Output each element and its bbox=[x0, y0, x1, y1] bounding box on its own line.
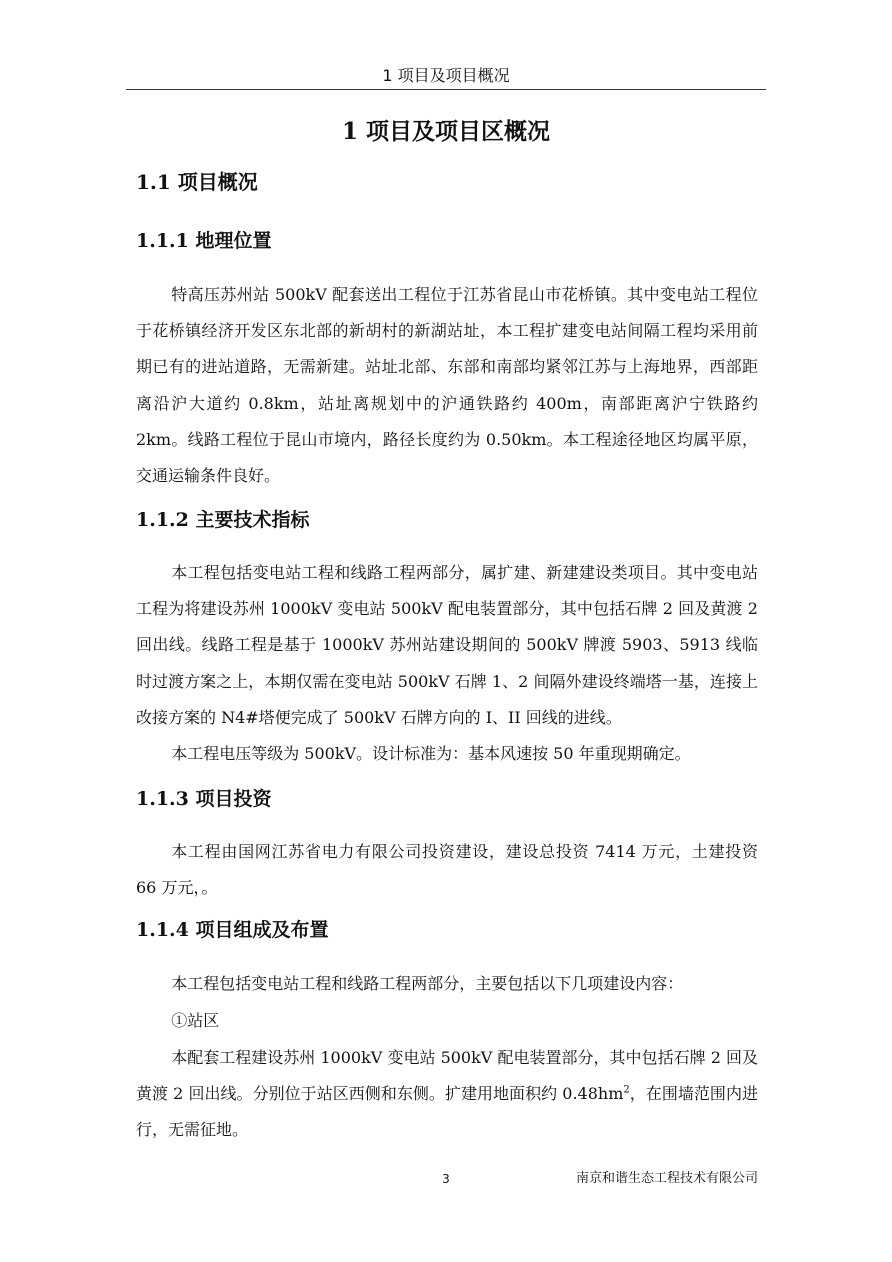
footer-company: 南京和谐生态工程技术有限公司 bbox=[575, 1171, 758, 1186]
station-area-paragraph bbox=[136, 1040, 758, 1149]
station-area-item: ①站区 bbox=[171, 1011, 220, 1030]
running-header: 1 项目及项目概况 bbox=[382, 66, 510, 85]
page-number: 3 bbox=[442, 1172, 450, 1186]
area-unit-superscript: 2 bbox=[623, 1084, 630, 1096]
tech-indicator-paragraph: 本工程包括变电站工程和线路工程两部分，属扩建、新建建设类项目。其中变电站工程为将建设苏州 1000kV 变电站 500kV 配电装置部分，其中包括石牌 2 回及黄渡 2 回出线。线路工程是基于 1000kV 苏州站建设期间的 500kV 牌渡 5903、5913 线临时过渡方案之上，本期仅需在变电站 500kV 石牌 1、2 间隔外建设终端塔一基，连接上改接方案的 N4#塔便完成了 500kV 石牌方向的 I、II 回线的进线。 bbox=[136, 563, 758, 727]
station-area-text: 本配套工程建设苏州 1000kV 变电站 500kV 配电装置部分，其中包括石牌 2 回及黄渡 2 回出线。分别位于站区西侧和东侧。扩建用地面积约 0.48hm bbox=[136, 1048, 758, 1104]
section-1-1-1-heading: 1.1.1 地理位置 bbox=[136, 230, 272, 252]
voltage-paragraph: 本工程电压等级为 500kV。设计标准为：基本风速按 50 年重现期确定。 bbox=[171, 744, 691, 763]
composition-intro-paragraph: 本工程包括变电站工程和线路工程两部分，主要包括以下几项建设内容： bbox=[171, 974, 684, 993]
investment-paragraph: 本工程由国网江苏省电力有限公司投资建设，建设总投资 7414 万元，土建投资 66 万元，。 bbox=[136, 842, 758, 898]
section-1-1-2-heading: 1.1.2 主要技术指标 bbox=[136, 509, 310, 531]
section-1-1-4-heading: 1.1.4 项目组成及布置 bbox=[136, 919, 329, 941]
chapter-title: 1 项目及项目区概况 bbox=[341, 118, 550, 145]
header-rule bbox=[126, 89, 766, 90]
geo-location-paragraph: 特高压苏州站 500kV 配套送出工程位于江苏省昆山市花桥镇。其中变电站工程位于花桥镇经济开发区东北部的新胡村的新湖站址，本工程扩建变电站间隔工程均采用前期已有的进站道路，无需新建。站址北部、东部和南部均紧邻江苏与上海地界，西部距离沿沪大道约 0.8km，站址离规划中的沪通铁路约 400m，南部距离沪宁铁路约 2km。线路工程位于昆山市境内，路径长度约为 0.50km。本工程途径地区均属平原，交通运输条件良好。 bbox=[136, 285, 758, 486]
section-1-1-heading: 1.1 项目概况 bbox=[136, 170, 258, 194]
section-1-1-3-heading: 1.1.3 项目投资 bbox=[136, 788, 272, 810]
station-area-text-end: ，在围墙范围内进行，无需征地。 bbox=[136, 1084, 758, 1140]
